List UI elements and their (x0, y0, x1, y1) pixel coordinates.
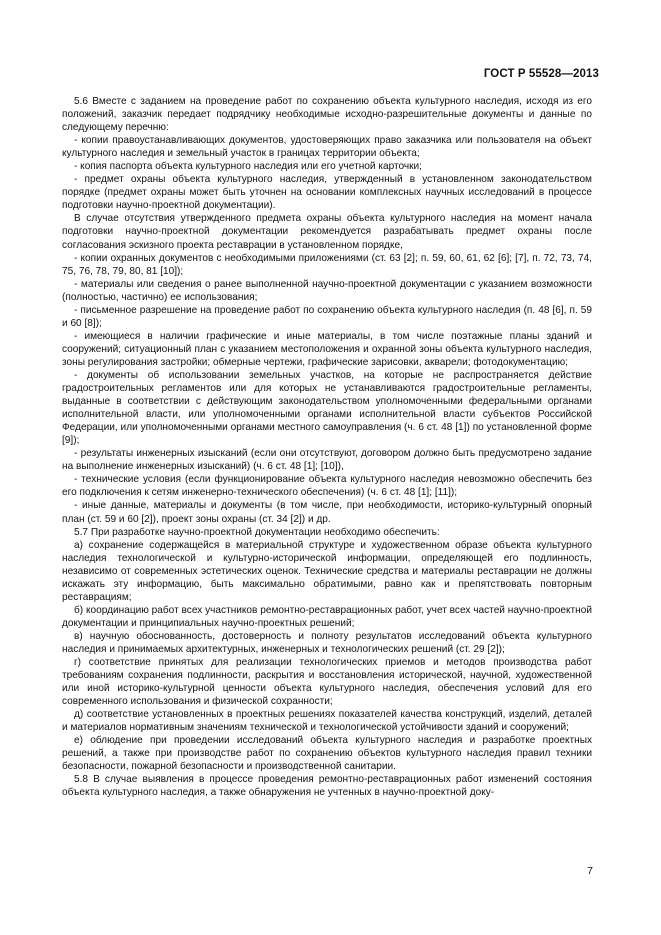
paragraph: г) соответствие принятых для реализации технологических приемов и методов производства работ требованиям сохранения подлинности, раскрытия и восстановления исторической, научной, художественной или иной историко-культурной ценности объекта культурного наследия, обеспечения условий для его современного использования и физической сохранности; (62, 657, 592, 708)
paragraph: а) сохранение содержащейся в материальной структуре и художественном образе объекта культурного наследия технологической и культурно-исторической информации, определяющей его подлинность, независимо от современных эстетических оценок. Технические средства и материалы реставрации не должны искажать эту информацию, быть максимально обратимыми, равно как и препятствовать повторным реставрациям; (62, 539, 592, 603)
paragraph: б) координацию работ всех участников ремонтно-реставрационных работ, учет всех частей научно-проектной документации и принципиальных научно-проектных решений; (62, 604, 592, 629)
paragraph: 5.6 Вместе с заданием на проведение работ по сохранению объекта культурного наследия, исходя из его положений, заказчик передает подрядчику необходимые исходно-разрешительные документы и данные по следующему перечню: (62, 96, 592, 134)
paragraph: - имеющиеся в наличии графические и иные материалы, в том числе поэтажные планы зданий и сооружений; ситуационный план с указанием местоположения и охранной зоны объекта культурного наследия, зоны регулирования застройки; обмерные чертежи, графические зарисовки, акварели; фотодокументацию; (62, 330, 592, 368)
paragraph: 5.8 В случае выявления в процессе проведения ремонтно-реставрационных работ изменений состояния объекта культурного наследия, а также обнаружения не учтенных в научно-проектной доку- (62, 774, 592, 799)
paragraph: в) научную обоснованность, достоверность и полноту результатов исследований объекта культурного наследия и принимаемых архитектурных, инженерных и технологических решений (ст. 29 [2]); (62, 630, 592, 655)
paragraph: 5.7 При разработке научно-проектной документации необходимо обеспечить: (74, 526, 440, 538)
paragraph: - копии охранных документов с необходимыми приложениями (ст. 63 [2]; п. 59, 60, 61, 62 [6]; [7], п. 72, 73, 74, 75, 76, 78, 79, 80, 81 [10]); (62, 252, 592, 277)
paragraph: - копия паспорта объекта культурного наследия или его учетной карточки; (74, 161, 422, 173)
paragraph: - иные данные, материалы и документы (в том числе, при необходимости, историко-культурный опорный план (ст. 59 и 60 [2]), проект зоны охраны (ст. 34 [2]) и др. (62, 500, 592, 525)
paragraph: - копии правоустанавливающих документов, удостоверяющих право заказчика или пользователя на объект культурного наследия и земельный участок в границах территории объекта; (62, 135, 592, 160)
paragraph: - материалы или сведения о ранее выполненной научно-проектной документации с указанием возможности (полностью, частично) ее использования; (62, 278, 592, 303)
paragraph: - письменное разрешение на проведение работ по сохранению объекта культурного наследия (п. 48 [6], п. 59 и 60 [8]); (62, 304, 592, 329)
paragraph: е) облюдение при проведении исследований объекта культурного наследия и разработке проектных решений, а также при производстве работ по сохранению объектов культурного наследия правил техники безопасности, пожарной безопасности и производственной санитарии. (62, 735, 592, 773)
paragraph: - предмет охраны объекта культурного наследия, утвержденный в установленном законодательством порядке (предмет охраны может быть уточнен на основании комплексных научных исследований в процессе подготовки научно-проектной документации). (62, 174, 592, 212)
paragraph: - технические условия (если функционирование объекта культурного наследия невозможно обеспечить без его подключения к сетям инженерно-технического обеспечения) (ч. 6 ст. 48 [1]; [11]); (62, 474, 592, 499)
standard-code: ГОСТ Р 55528—2013 (483, 68, 599, 80)
paragraph: В случае отсутствия утвержденного предмета охраны объекта культурного наследия на момент начала подготовки научно-проектной документации рекомендуется разрабатывать предмет охраны после согласования эскизного проекта реставрации в установленном порядке, (62, 213, 592, 251)
paragraph: д) соответствие установленных в проектных решениях показателей качества конструкций, изделий, деталей и материалов нормативным значениям технической и технологической устойчивости зданий и сооружений; (62, 709, 592, 734)
page-number: 7 (587, 865, 593, 877)
paragraph: - результаты инженерных изысканий (если они отсутствуют, договором должно быть предусмотрено задание на выполнение инженерных изысканий) (ч. 6 ст. 48 [1]; [10]), (62, 448, 592, 473)
document-body (62, 95, 592, 800)
paragraph: - документы об использовании земельных участков, на которые не распространяется действие градостроительных регламентов или для которых не устанавливаются градостроительные регламенты, выданные в соответствии с действующим законодательством уполномоченными федеральными органами исполнительной власти, или уполномоченными органами исполнительной власти субъектов Российской Федерации, или уполномоченными органами местного самоуправления (ч. 6 ст. 48 [1]) по установленной форме [9]); (62, 369, 592, 447)
